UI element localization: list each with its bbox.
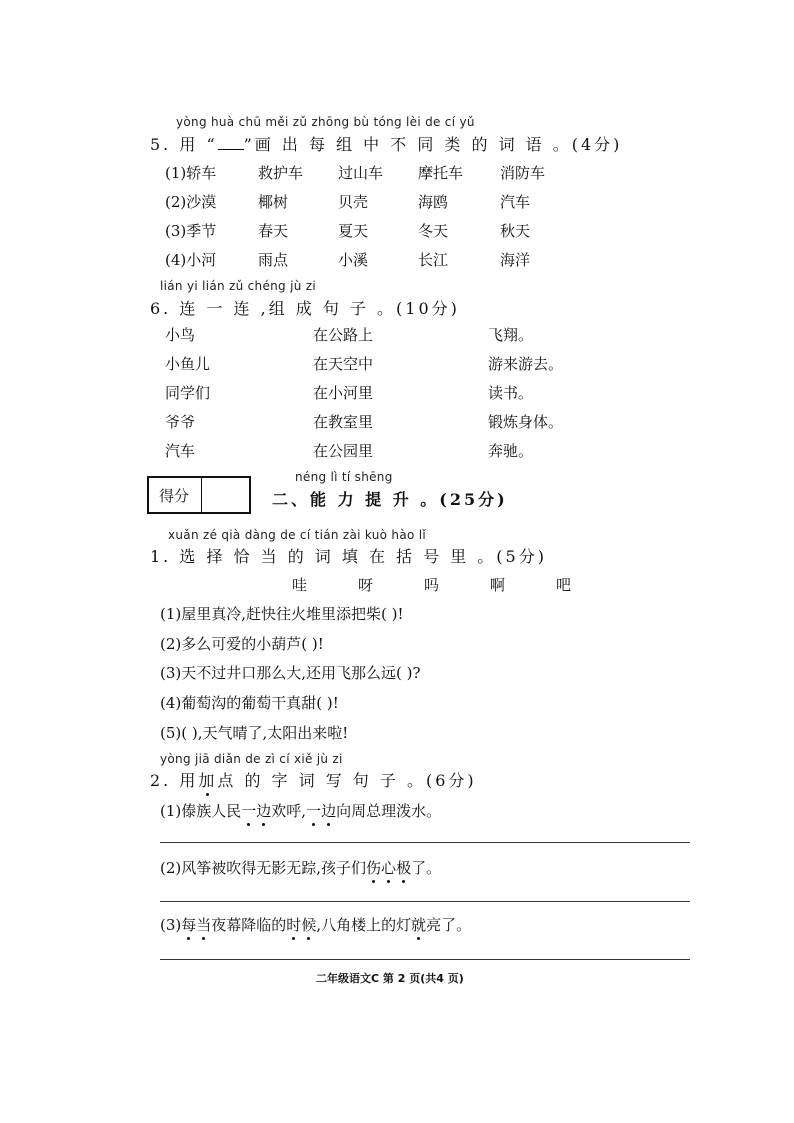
- q6-place[interactable]: 在天空中: [313, 355, 374, 373]
- dotted-char: 候: [301, 916, 317, 934]
- q6-place[interactable]: 在公园里: [313, 442, 374, 460]
- page-footer: 二年级语文C 第 2 页(共4 页): [316, 972, 464, 985]
- s2-item-1: [160, 800, 441, 821]
- s2-item-3-pre: (3): [160, 916, 182, 934]
- s1-item-2: (2)多么可爱的小葫芦( )!: [160, 635, 324, 653]
- q6-title: 6. 连 一 连 ,组 成 句 子 。(10分): [150, 299, 460, 318]
- s2-pinyin: yòng jiā diǎn de zì cí xiě jù zi: [160, 752, 343, 766]
- s2-item-2-post: 了。: [411, 859, 442, 877]
- q5-cell: 贝壳: [338, 193, 369, 211]
- s2-item-1-dotted-1: [241, 802, 271, 820]
- q6-subject[interactable]: 同学们: [165, 384, 211, 402]
- answer-line-1[interactable]: [160, 842, 690, 843]
- dotted-char: 伤: [366, 859, 382, 877]
- q5-cell: 夏天: [338, 222, 369, 240]
- s2-item-3-mid2: ,八角楼上的灯: [316, 916, 412, 934]
- dotted-char: 边: [321, 802, 337, 820]
- q5-title-b: ”画 出 每 组 中 不 同 类 的 词 语 。(4分): [243, 135, 623, 154]
- q5-cell: 摩托车: [418, 164, 464, 182]
- s2-item-3-post: 亮了。: [426, 916, 472, 934]
- answer-line-2[interactable]: [160, 901, 690, 902]
- s2-item-3: [160, 914, 471, 935]
- q6-action[interactable]: 奔驰。: [488, 442, 534, 460]
- dotted-char: 就: [411, 916, 427, 934]
- s1-item-5: (5)( ),天气晴了,太阳出来啦!: [160, 724, 349, 742]
- answer-line-3[interactable]: [160, 959, 690, 960]
- q6-place[interactable]: 在公路上: [313, 326, 374, 344]
- s2-item-2-pre: (2)风筝被吹得无影无踪,孩子们: [160, 859, 367, 877]
- s2-item-1-mid: 欢呼,: [271, 802, 307, 820]
- dotted-char: 当: [196, 916, 212, 934]
- s1-pinyin: xuǎn zé qià dàng de cí tián zài kuò hào lǐ: [168, 528, 427, 542]
- q5-cell: 长江: [418, 251, 449, 269]
- q5-cell: (1)轿车: [165, 164, 217, 182]
- s2-item-3-dotted-1: [181, 916, 211, 934]
- dotted-char: 极: [396, 859, 412, 877]
- s1-item-4: (4)葡萄沟的葡萄干真甜( )!: [160, 694, 339, 712]
- q5-title-a: 5. 用 “: [150, 135, 218, 154]
- q5-cell: 消防车: [500, 164, 546, 182]
- score-box: [147, 476, 251, 514]
- dotted-char: 心: [381, 859, 397, 877]
- q6-place[interactable]: 在小河里: [313, 384, 374, 402]
- s2-item-1-pre: (1)傣族人民: [160, 802, 242, 820]
- q5-cell: 小溪: [338, 251, 369, 269]
- q5-underline-sample: [218, 137, 244, 150]
- s1-word: 吗: [424, 576, 440, 594]
- q5-cell: (2)沙漠: [165, 193, 217, 211]
- s1-item-3: (3)天不过井口那么大,还用飞那么远( )?: [160, 664, 421, 682]
- q5-cell: 冬天: [418, 222, 449, 240]
- dotted-char: 一: [306, 802, 322, 820]
- s2-title: [150, 768, 477, 791]
- q6-action[interactable]: 飞翔。: [488, 326, 534, 344]
- s2-item-1-dotted-2: [306, 802, 336, 820]
- q5-cell: 海鸥: [418, 193, 449, 211]
- s2-item-1-post: 向周总理泼水。: [336, 802, 442, 820]
- s2-item-3-dotted-3: [411, 916, 426, 934]
- q5-title: [150, 132, 622, 155]
- s1-item-1: (1)屋里真冷,赶快往火堆里添把柴( )!: [160, 605, 404, 623]
- s1-title: 1. 选 择 恰 当 的 词 填 在 括 号 里 。(5分): [150, 547, 547, 566]
- s2-title-a: 2. 用: [150, 771, 199, 790]
- q5-cell: 秋天: [500, 222, 531, 240]
- q5-cell: 椰树: [258, 193, 289, 211]
- dotted-char: 每: [181, 916, 197, 934]
- q5-cell: 春天: [258, 222, 289, 240]
- q5-cell: 雨点: [258, 251, 289, 269]
- q6-subject[interactable]: 小鱼儿: [165, 355, 211, 373]
- s1-word: 吧: [556, 576, 572, 594]
- q6-action[interactable]: 锻炼身体。: [488, 413, 564, 431]
- section2-pinyin: néng lì tí shēng: [295, 470, 393, 484]
- q6-subject[interactable]: 小鸟: [165, 326, 196, 344]
- q5-cell: 救护车: [258, 164, 304, 182]
- q5-cell: 汽车: [500, 193, 531, 211]
- q6-place[interactable]: 在教室里: [313, 413, 374, 431]
- q5-cell: 过山车: [338, 164, 384, 182]
- q6-pinyin: lián yi lián zǔ chéng jù zi: [160, 279, 316, 293]
- dotted-char: 一: [241, 802, 257, 820]
- s2-item-3-mid: 夜幕降临的: [211, 916, 287, 934]
- s1-word: 呀: [358, 576, 374, 594]
- dotted-char: 边: [256, 802, 272, 820]
- s2-title-b: 点 的 字 词 写 句 子 。(6分): [217, 771, 477, 790]
- section2-title: 二、能 力 提 升 。(25分): [272, 490, 508, 509]
- s2-item-2: [160, 857, 441, 878]
- s1-word: 哇: [292, 576, 308, 594]
- s1-word: 啊: [490, 576, 506, 594]
- q5-cell: 海洋: [500, 251, 531, 269]
- score-divider: [201, 478, 202, 512]
- q6-action[interactable]: 游来游去。: [488, 355, 564, 373]
- s2-item-2-dotted: [366, 859, 411, 877]
- q5-cell: (4)小河: [165, 251, 217, 269]
- score-label: 得分: [159, 487, 190, 505]
- q6-subject[interactable]: 爷爷: [165, 413, 196, 431]
- dotted-char: 时: [286, 916, 302, 934]
- s2-title-dotted: 加: [198, 768, 217, 791]
- s2-item-3-dotted-2: [286, 916, 316, 934]
- q5-pinyin: yòng huà chū měi zǔ zhōng bù tóng lèi de cí yǔ: [176, 115, 475, 129]
- q5-cell: (3)季节: [165, 222, 217, 240]
- q6-action[interactable]: 读书。: [488, 384, 534, 402]
- q6-subject[interactable]: 汽车: [165, 442, 196, 460]
